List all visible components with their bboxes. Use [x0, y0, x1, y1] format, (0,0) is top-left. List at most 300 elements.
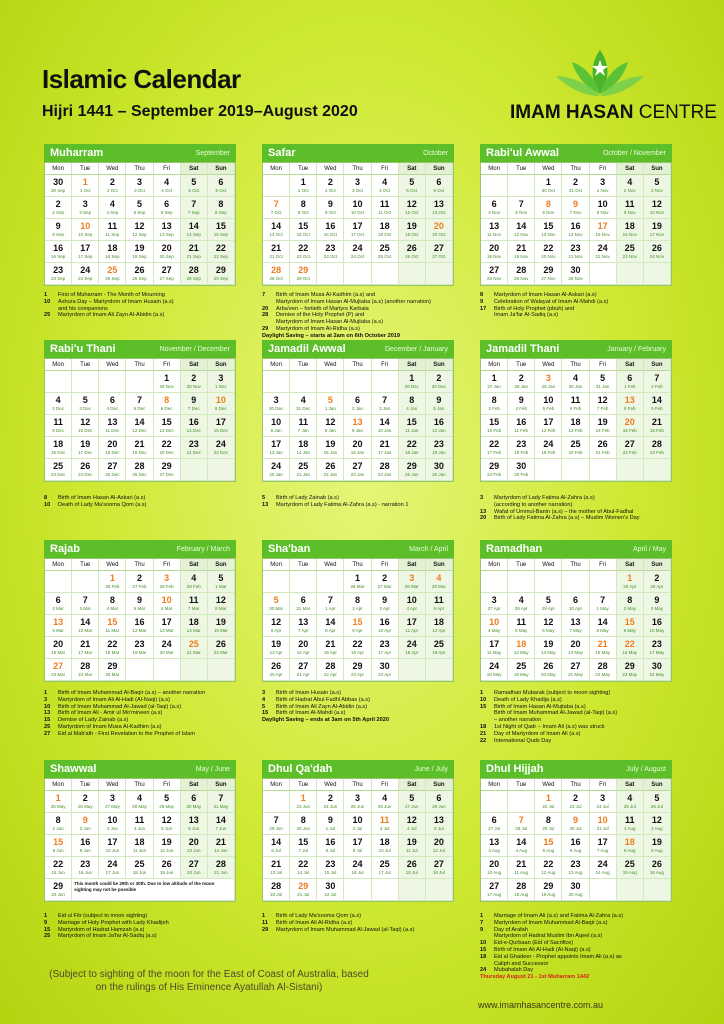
day-cell[interactable] [72, 791, 99, 813]
day-cell[interactable] [208, 593, 235, 615]
day-cell[interactable] [317, 593, 344, 615]
day-cell[interactable] [126, 637, 153, 659]
day-cell[interactable] [72, 437, 99, 459]
day-cell[interactable] [208, 571, 235, 593]
day-cell[interactable] [644, 791, 671, 813]
day-cell[interactable] [181, 175, 208, 197]
day-cell[interactable] [535, 593, 562, 615]
day-cell[interactable] [290, 813, 317, 835]
day-cell[interactable] [72, 263, 99, 285]
day-cell[interactable] [99, 615, 126, 637]
day-cell[interactable] [126, 437, 153, 459]
day-cell[interactable] [535, 371, 562, 393]
day-cell[interactable] [181, 371, 208, 393]
day-cell[interactable] [290, 197, 317, 219]
day-cell[interactable] [290, 415, 317, 437]
day-cell[interactable] [263, 219, 290, 241]
day-cell[interactable] [535, 197, 562, 219]
day-cell[interactable] [644, 175, 671, 197]
day-cell[interactable] [45, 219, 72, 241]
day-cell[interactable] [508, 593, 535, 615]
day-cell[interactable] [181, 571, 208, 593]
day-cell[interactable] [99, 197, 126, 219]
day-cell[interactable] [372, 813, 399, 835]
day-cell[interactable] [181, 835, 208, 857]
day-cell[interactable] [317, 659, 344, 681]
day-cell[interactable] [99, 415, 126, 437]
day-cell[interactable] [590, 175, 617, 197]
day-cell[interactable] [154, 175, 181, 197]
day-cell[interactable] [426, 615, 453, 637]
day-cell[interactable] [99, 219, 126, 241]
day-cell[interactable] [617, 593, 644, 615]
day-cell[interactable] [590, 197, 617, 219]
day-cell[interactable] [263, 393, 290, 415]
day-cell[interactable] [344, 857, 371, 879]
day-cell[interactable] [181, 593, 208, 615]
day-cell[interactable] [344, 637, 371, 659]
day-cell[interactable] [481, 393, 508, 415]
day-cell[interactable] [72, 835, 99, 857]
day-cell[interactable] [426, 219, 453, 241]
day-cell[interactable] [126, 219, 153, 241]
day-cell[interactable] [290, 437, 317, 459]
day-cell[interactable] [481, 219, 508, 241]
day-cell[interactable] [617, 437, 644, 459]
day-cell[interactable] [426, 593, 453, 615]
day-cell[interactable] [481, 197, 508, 219]
day-cell[interactable] [45, 393, 72, 415]
day-cell[interactable] [372, 393, 399, 415]
day-cell[interactable] [317, 437, 344, 459]
day-cell[interactable] [154, 813, 181, 835]
day-cell[interactable] [99, 571, 126, 593]
day-cell[interactable] [126, 241, 153, 263]
day-cell[interactable] [426, 813, 453, 835]
day-cell[interactable] [317, 415, 344, 437]
footer-url[interactable]: www.imamhasancentre.com.au [478, 1000, 604, 1010]
day-cell[interactable] [644, 637, 671, 659]
day-cell[interactable] [72, 637, 99, 659]
day-cell[interactable] [317, 219, 344, 241]
day-cell[interactable] [508, 437, 535, 459]
day-cell[interactable] [535, 415, 562, 437]
day-cell[interactable] [481, 459, 508, 481]
day-cell[interactable] [590, 371, 617, 393]
day-cell[interactable] [126, 571, 153, 593]
day-cell[interactable] [617, 175, 644, 197]
day-cell[interactable] [590, 835, 617, 857]
day-cell[interactable] [590, 593, 617, 615]
day-cell[interactable] [154, 437, 181, 459]
day-cell[interactable] [372, 659, 399, 681]
day-cell[interactable] [426, 393, 453, 415]
day-cell[interactable] [399, 835, 426, 857]
day-cell[interactable] [399, 571, 426, 593]
day-cell[interactable] [208, 175, 235, 197]
day-cell[interactable] [644, 415, 671, 437]
day-cell[interactable] [562, 835, 589, 857]
day-cell[interactable] [154, 415, 181, 437]
day-cell[interactable] [290, 263, 317, 285]
day-cell[interactable] [535, 835, 562, 857]
day-cell[interactable] [399, 393, 426, 415]
day-cell[interactable] [208, 197, 235, 219]
day-cell[interactable] [344, 813, 371, 835]
day-cell[interactable] [263, 459, 290, 481]
day-cell[interactable] [45, 615, 72, 637]
day-cell[interactable] [535, 659, 562, 681]
day-cell[interactable] [508, 241, 535, 263]
day-cell[interactable] [535, 175, 562, 197]
day-cell[interactable] [535, 241, 562, 263]
day-cell[interactable] [644, 241, 671, 263]
day-cell[interactable] [562, 659, 589, 681]
day-cell[interactable] [508, 459, 535, 481]
day-cell[interactable] [562, 437, 589, 459]
day-cell[interactable] [99, 263, 126, 285]
day-cell[interactable] [290, 857, 317, 879]
day-cell[interactable] [399, 437, 426, 459]
day-cell[interactable] [45, 415, 72, 437]
day-cell[interactable] [590, 241, 617, 263]
day-cell[interactable] [290, 835, 317, 857]
day-cell[interactable] [263, 857, 290, 879]
day-cell[interactable] [344, 791, 371, 813]
day-cell[interactable] [45, 637, 72, 659]
day-cell[interactable] [617, 571, 644, 593]
day-cell[interactable] [617, 241, 644, 263]
day-cell[interactable] [45, 835, 72, 857]
day-cell[interactable] [372, 219, 399, 241]
day-cell[interactable] [126, 197, 153, 219]
day-cell[interactable] [126, 593, 153, 615]
day-cell[interactable] [126, 835, 153, 857]
day-cell[interactable] [399, 197, 426, 219]
day-cell[interactable] [562, 263, 589, 285]
day-cell[interactable] [399, 371, 426, 393]
day-cell[interactable] [399, 637, 426, 659]
day-cell[interactable] [562, 219, 589, 241]
day-cell[interactable] [263, 879, 290, 901]
day-cell[interactable] [644, 219, 671, 241]
day-cell[interactable] [72, 857, 99, 879]
day-cell[interactable] [426, 857, 453, 879]
day-cell[interactable] [535, 615, 562, 637]
day-cell[interactable] [617, 637, 644, 659]
day-cell[interactable] [290, 659, 317, 681]
day-cell[interactable] [208, 219, 235, 241]
day-cell[interactable] [399, 175, 426, 197]
day-cell[interactable] [99, 857, 126, 879]
day-cell[interactable] [508, 813, 535, 835]
day-cell[interactable] [426, 637, 453, 659]
day-cell[interactable] [317, 197, 344, 219]
day-cell[interactable] [72, 241, 99, 263]
day-cell[interactable] [181, 241, 208, 263]
day-cell[interactable] [208, 241, 235, 263]
day-cell[interactable] [181, 437, 208, 459]
day-cell[interactable] [126, 263, 153, 285]
day-cell[interactable] [508, 263, 535, 285]
day-cell[interactable] [590, 415, 617, 437]
day-cell[interactable] [481, 615, 508, 637]
day-cell[interactable] [426, 241, 453, 263]
day-cell[interactable] [154, 197, 181, 219]
day-cell[interactable] [590, 791, 617, 813]
day-cell[interactable] [45, 241, 72, 263]
day-cell[interactable] [399, 857, 426, 879]
day-cell[interactable] [290, 393, 317, 415]
day-cell[interactable] [481, 835, 508, 857]
day-cell[interactable] [372, 593, 399, 615]
day-cell[interactable] [590, 813, 617, 835]
day-cell[interactable] [372, 791, 399, 813]
day-cell[interactable] [181, 197, 208, 219]
day-cell[interactable] [126, 459, 153, 481]
day-cell[interactable] [399, 593, 426, 615]
day-cell[interactable] [617, 857, 644, 879]
day-cell[interactable] [154, 857, 181, 879]
day-cell[interactable] [344, 615, 371, 637]
day-cell[interactable] [208, 637, 235, 659]
day-cell[interactable] [208, 615, 235, 637]
day-cell[interactable] [535, 791, 562, 813]
day-cell[interactable] [508, 659, 535, 681]
day-cell[interactable] [126, 791, 153, 813]
day-cell[interactable] [72, 593, 99, 615]
day-cell[interactable] [45, 813, 72, 835]
day-cell[interactable] [317, 615, 344, 637]
day-cell[interactable] [344, 219, 371, 241]
day-cell[interactable] [344, 659, 371, 681]
day-cell[interactable] [317, 241, 344, 263]
day-cell[interactable] [535, 879, 562, 901]
day-cell[interactable] [154, 571, 181, 593]
day-cell[interactable] [317, 393, 344, 415]
day-cell[interactable] [208, 813, 235, 835]
day-cell[interactable] [372, 197, 399, 219]
day-cell[interactable] [481, 593, 508, 615]
day-cell[interactable] [590, 637, 617, 659]
day-cell[interactable] [399, 241, 426, 263]
day-cell[interactable] [508, 615, 535, 637]
day-cell[interactable] [644, 371, 671, 393]
day-cell[interactable] [263, 263, 290, 285]
day-cell[interactable] [426, 459, 453, 481]
day-cell[interactable] [99, 459, 126, 481]
day-cell[interactable] [99, 791, 126, 813]
day-cell[interactable] [644, 813, 671, 835]
day-cell[interactable] [208, 393, 235, 415]
day-cell[interactable] [562, 791, 589, 813]
day-cell[interactable] [562, 593, 589, 615]
day-cell[interactable] [617, 813, 644, 835]
day-cell[interactable] [426, 437, 453, 459]
day-cell[interactable] [208, 371, 235, 393]
day-cell[interactable] [344, 175, 371, 197]
day-cell[interactable] [290, 615, 317, 637]
day-cell[interactable] [617, 371, 644, 393]
day-cell[interactable] [617, 219, 644, 241]
day-cell[interactable] [72, 459, 99, 481]
day-cell[interactable] [154, 393, 181, 415]
day-cell[interactable] [562, 393, 589, 415]
day-cell[interactable] [45, 459, 72, 481]
day-cell[interactable] [344, 415, 371, 437]
day-cell[interactable] [562, 879, 589, 901]
day-cell[interactable] [290, 459, 317, 481]
day-cell[interactable] [590, 393, 617, 415]
day-cell[interactable] [644, 593, 671, 615]
day-cell[interactable] [481, 263, 508, 285]
day-cell[interactable] [208, 857, 235, 879]
day-cell[interactable] [317, 813, 344, 835]
day-cell[interactable] [290, 879, 317, 901]
day-cell[interactable] [99, 637, 126, 659]
day-cell[interactable] [263, 241, 290, 263]
day-cell[interactable] [562, 175, 589, 197]
day-cell[interactable] [45, 437, 72, 459]
day-cell[interactable] [72, 175, 99, 197]
day-cell[interactable] [372, 459, 399, 481]
day-cell[interactable] [72, 659, 99, 681]
day-cell[interactable] [263, 835, 290, 857]
day-cell[interactable] [399, 791, 426, 813]
day-cell[interactable] [344, 437, 371, 459]
day-cell[interactable] [508, 857, 535, 879]
day-cell[interactable] [617, 393, 644, 415]
day-cell[interactable] [344, 393, 371, 415]
day-cell[interactable] [617, 835, 644, 857]
day-cell[interactable] [481, 659, 508, 681]
day-cell[interactable] [263, 659, 290, 681]
day-cell[interactable] [181, 393, 208, 415]
day-cell[interactable] [154, 241, 181, 263]
day-cell[interactable] [154, 263, 181, 285]
day-cell[interactable] [644, 393, 671, 415]
day-cell[interactable] [72, 197, 99, 219]
day-cell[interactable] [154, 219, 181, 241]
day-cell[interactable] [617, 659, 644, 681]
day-cell[interactable] [426, 415, 453, 437]
day-cell[interactable] [372, 437, 399, 459]
day-cell[interactable] [181, 791, 208, 813]
day-cell[interactable] [481, 415, 508, 437]
day-cell[interactable] [508, 835, 535, 857]
day-cell[interactable] [154, 459, 181, 481]
day-cell[interactable] [481, 437, 508, 459]
day-cell[interactable] [399, 459, 426, 481]
day-cell[interactable] [126, 857, 153, 879]
day-cell[interactable] [154, 615, 181, 637]
day-cell[interactable] [535, 263, 562, 285]
day-cell[interactable] [317, 637, 344, 659]
day-cell[interactable] [99, 593, 126, 615]
day-cell[interactable] [481, 813, 508, 835]
day-cell[interactable] [208, 437, 235, 459]
day-cell[interactable] [344, 197, 371, 219]
day-cell[interactable] [263, 437, 290, 459]
day-cell[interactable] [372, 637, 399, 659]
day-cell[interactable] [644, 571, 671, 593]
day-cell[interactable] [481, 857, 508, 879]
day-cell[interactable] [617, 791, 644, 813]
day-cell[interactable] [426, 175, 453, 197]
day-cell[interactable] [590, 615, 617, 637]
day-cell[interactable] [535, 393, 562, 415]
day-cell[interactable] [426, 791, 453, 813]
day-cell[interactable] [399, 415, 426, 437]
day-cell[interactable] [535, 437, 562, 459]
day-cell[interactable] [481, 241, 508, 263]
day-cell[interactable] [426, 371, 453, 393]
day-cell[interactable] [181, 637, 208, 659]
day-cell[interactable] [317, 459, 344, 481]
day-cell[interactable] [263, 615, 290, 637]
day-cell[interactable] [72, 813, 99, 835]
day-cell[interactable] [317, 791, 344, 813]
day-cell[interactable] [126, 393, 153, 415]
day-cell[interactable] [535, 857, 562, 879]
day-cell[interactable] [399, 219, 426, 241]
day-cell[interactable] [181, 219, 208, 241]
day-cell[interactable] [290, 219, 317, 241]
day-cell[interactable] [154, 791, 181, 813]
day-cell[interactable] [208, 791, 235, 813]
day-cell[interactable] [317, 175, 344, 197]
day-cell[interactable] [399, 615, 426, 637]
day-cell[interactable] [181, 263, 208, 285]
day-cell[interactable] [372, 835, 399, 857]
day-cell[interactable] [99, 813, 126, 835]
day-cell[interactable] [154, 593, 181, 615]
day-cell[interactable] [644, 857, 671, 879]
day-cell[interactable] [344, 835, 371, 857]
day-cell[interactable] [590, 437, 617, 459]
day-cell[interactable] [263, 813, 290, 835]
day-cell[interactable] [481, 371, 508, 393]
day-cell[interactable] [535, 637, 562, 659]
day-cell[interactable] [535, 219, 562, 241]
day-cell[interactable] [617, 415, 644, 437]
day-cell[interactable] [45, 659, 72, 681]
day-cell[interactable] [590, 659, 617, 681]
day-cell[interactable] [126, 615, 153, 637]
day-cell[interactable] [263, 593, 290, 615]
day-cell[interactable] [508, 371, 535, 393]
day-cell[interactable] [644, 197, 671, 219]
day-cell[interactable] [263, 637, 290, 659]
day-cell[interactable] [426, 835, 453, 857]
day-cell[interactable] [644, 615, 671, 637]
day-cell[interactable] [535, 813, 562, 835]
day-cell[interactable] [290, 637, 317, 659]
day-cell[interactable] [590, 219, 617, 241]
day-cell[interactable] [562, 615, 589, 637]
day-cell[interactable] [481, 879, 508, 901]
day-cell[interactable] [126, 175, 153, 197]
day-cell[interactable] [45, 879, 72, 901]
day-cell[interactable] [399, 813, 426, 835]
day-cell[interactable] [126, 813, 153, 835]
day-cell[interactable] [644, 659, 671, 681]
day-cell[interactable] [590, 857, 617, 879]
day-cell[interactable] [290, 593, 317, 615]
day-cell[interactable] [344, 241, 371, 263]
day-cell[interactable] [344, 459, 371, 481]
day-cell[interactable] [72, 219, 99, 241]
